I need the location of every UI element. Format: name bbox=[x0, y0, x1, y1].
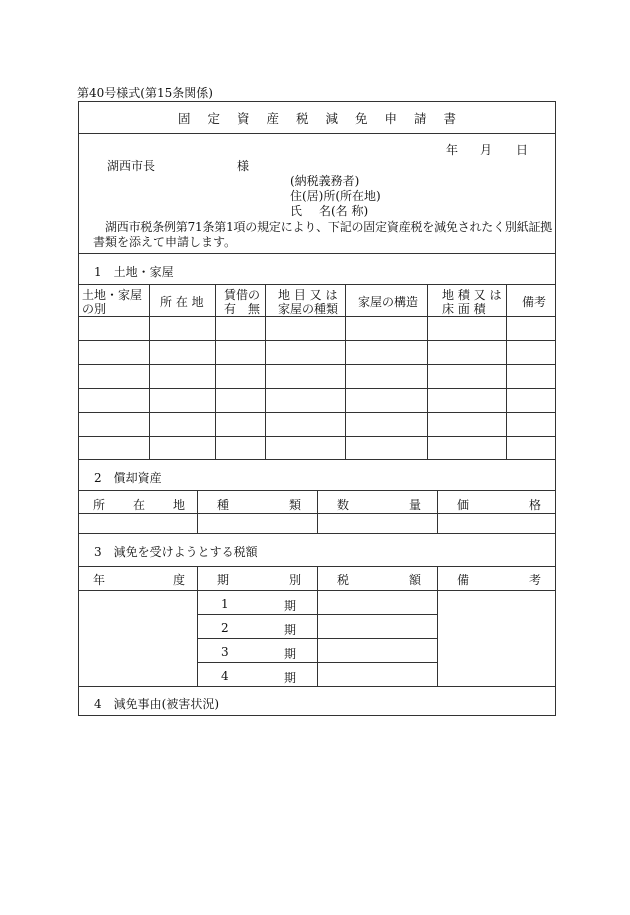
s1-col-type: 土地・家屋 の別 bbox=[82, 288, 143, 316]
s1-col-land-category: 地 目 又 は 家屋の種類 bbox=[278, 288, 339, 316]
s1-col-area: 地 積 又 は 床 面 積 bbox=[442, 288, 502, 316]
column-line bbox=[317, 490, 318, 533]
statement-line-1: 湖西市税条例第71条第1項の規定により、下記の固定資産税を減免されたく別紙証拠 bbox=[105, 220, 553, 234]
period-3-number: 3 bbox=[221, 645, 229, 659]
title-row bbox=[79, 102, 555, 134]
s2-col-price: 価 格 bbox=[457, 498, 541, 512]
s3-col-period: 期 別 bbox=[217, 573, 301, 587]
table-row-line bbox=[79, 364, 555, 365]
form-title: 固定資産税減免申請書 bbox=[177, 110, 473, 126]
s2-col-type: 種 類 bbox=[217, 498, 301, 512]
period-2-number: 2 bbox=[221, 621, 229, 635]
divider bbox=[79, 459, 555, 460]
section2-heading: 2 償却資産 bbox=[94, 471, 162, 485]
s2-col-location: 所 在 地 bbox=[93, 498, 185, 512]
table-row-line bbox=[79, 388, 555, 389]
s3-col-tax-amount: 税 額 bbox=[337, 573, 421, 587]
s3-col-remarks: 備 考 bbox=[457, 573, 541, 587]
statement-line-2: 書類を添えて申請します。 bbox=[93, 235, 237, 249]
s2-col-quantity: 数 量 bbox=[337, 498, 421, 512]
s1-col-structure: 家屋の構造 bbox=[358, 295, 419, 309]
period-4-number: 4 bbox=[221, 669, 229, 683]
period-1-number: 1 bbox=[221, 597, 229, 611]
column-line bbox=[197, 490, 198, 533]
column-line bbox=[197, 566, 198, 686]
column-line bbox=[506, 284, 507, 459]
section1-heading: 1 土地・家屋 bbox=[94, 265, 174, 279]
form-number: 第40号様式(第15条関係) bbox=[77, 86, 213, 100]
divider bbox=[79, 253, 555, 254]
column-line bbox=[437, 566, 438, 686]
period-1-unit: 期 bbox=[284, 599, 297, 613]
s1-col-remarks: 備考 bbox=[522, 295, 547, 309]
applicant-name-label-2: 名(名 称) bbox=[319, 204, 369, 218]
divider bbox=[79, 284, 555, 285]
table-row-line bbox=[79, 340, 555, 341]
column-line bbox=[317, 566, 318, 686]
divider bbox=[79, 533, 555, 534]
date-year-label: 年 bbox=[446, 143, 459, 157]
table-row-line bbox=[79, 412, 555, 413]
column-line bbox=[345, 284, 346, 459]
table-row-line bbox=[79, 316, 555, 317]
table-row-line bbox=[79, 436, 555, 437]
section4-heading: 4 減免事由(被害状況) bbox=[94, 697, 219, 711]
applicant-role: (納税義務者) bbox=[290, 174, 360, 188]
s1-col-lease: 賃借の 有 無 bbox=[224, 288, 261, 316]
application-form bbox=[78, 101, 556, 716]
s3-col-year: 年 度 bbox=[93, 573, 185, 587]
column-line bbox=[265, 284, 266, 459]
section3-heading: 3 減免を受けようとする税額 bbox=[94, 545, 258, 559]
period-3-unit: 期 bbox=[284, 647, 297, 661]
column-line bbox=[215, 284, 216, 459]
period-4-unit: 期 bbox=[284, 671, 297, 685]
column-line bbox=[427, 284, 428, 459]
addressee-name: 湖西市長 bbox=[107, 159, 156, 173]
divider bbox=[79, 686, 555, 687]
column-line bbox=[149, 284, 150, 459]
column-line bbox=[437, 490, 438, 533]
s1-col-location: 所 在 地 bbox=[160, 295, 204, 309]
addressee-honorific: 様 bbox=[237, 159, 250, 173]
applicant-address-label: 住(居)所(所在地) bbox=[290, 189, 381, 203]
date-month-label: 月 bbox=[480, 143, 493, 157]
period-2-unit: 期 bbox=[284, 623, 297, 637]
applicant-name-label-1: 氏 bbox=[290, 204, 303, 218]
date-day-label: 日 bbox=[516, 143, 529, 157]
